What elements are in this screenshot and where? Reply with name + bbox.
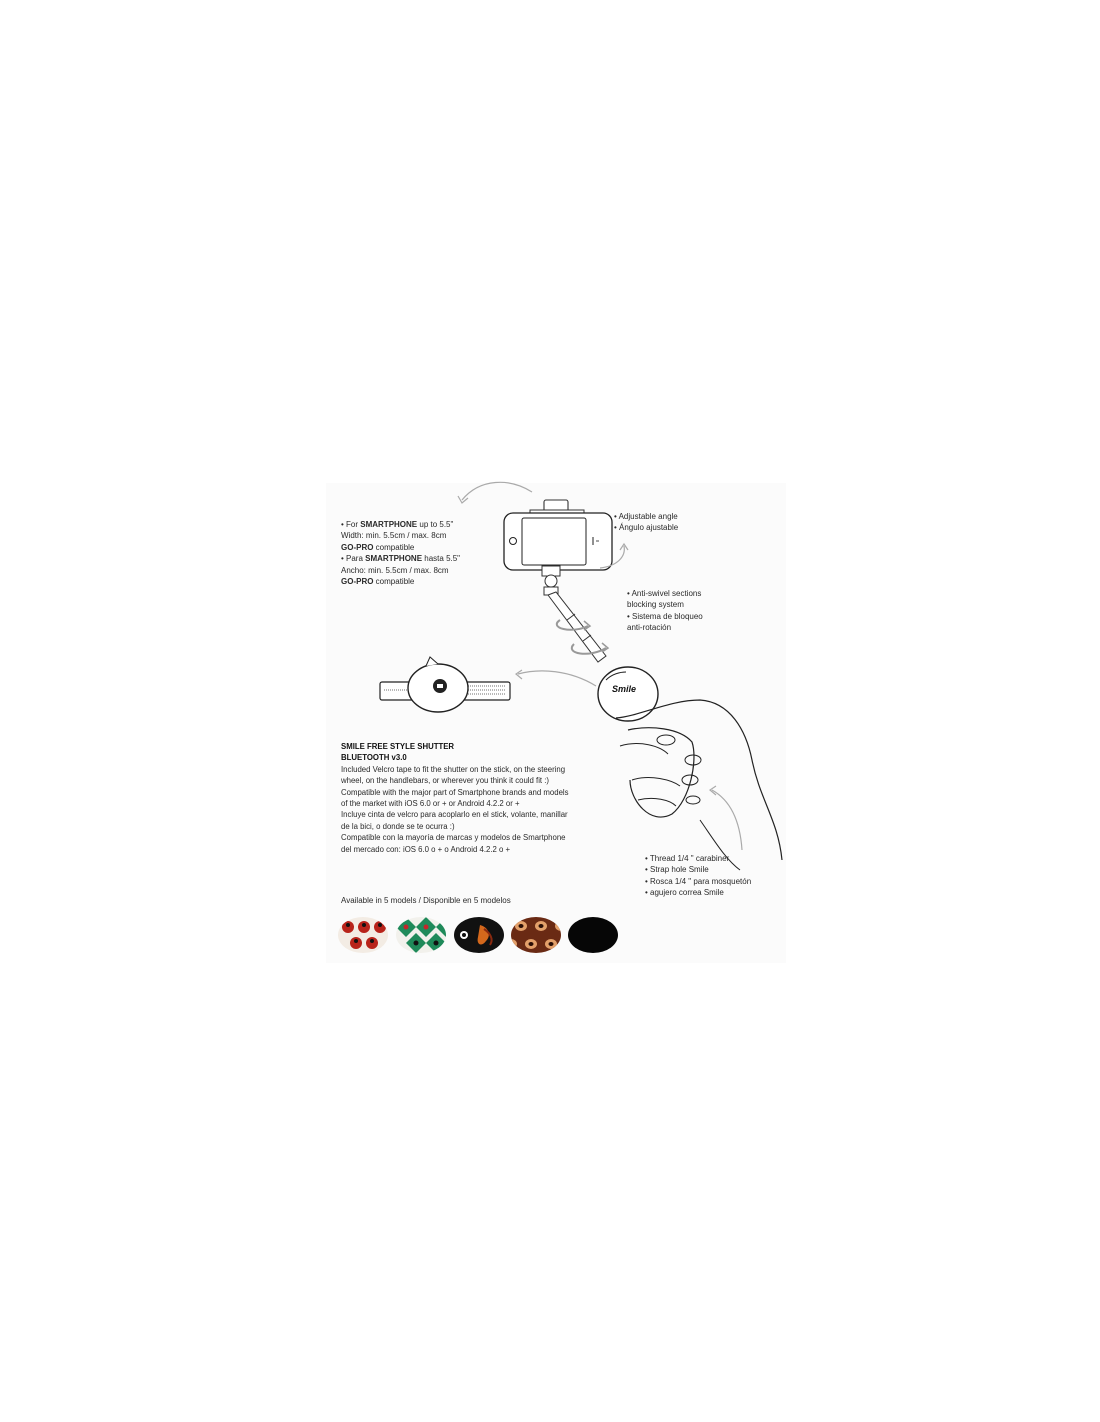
gopro-suffix-en: compatible — [373, 542, 415, 552]
angle-en: • Adjustable angle — [614, 512, 678, 521]
hand-outline — [616, 700, 782, 860]
angle-es: • Ángulo ajustable — [614, 523, 679, 533]
shutter-body-line: Included Velcro tape to fit the shutter on the stick, on the steering — [341, 764, 566, 774]
shutter-title: SMILE FREE STYLE SHUTTER — [341, 742, 455, 751]
spec-prefix-en: • For — [341, 520, 361, 529]
anti-swivel-en-1: • Anti-swivel sections — [627, 589, 702, 598]
shutter-body-line: del mercado con: iOS 6.0 o + o Android 4.2.2 o + — [341, 844, 511, 854]
thread-es-1: • Rosca 1/4 " para mosquetón — [645, 876, 752, 886]
anti-swivel-es-2: anti-rotación — [627, 623, 672, 633]
red-faces-pattern — [338, 917, 388, 953]
phone-spec-text — [341, 519, 460, 587]
thread-es-2: • agujero correa Smile — [645, 888, 724, 898]
spec-width-es: Ancho: min. 5.5cm / max. 8cm — [341, 565, 449, 575]
spec-width-en: Width: min. 5.5cm / max. 8cm — [341, 531, 447, 541]
spec-bold-en: SMARTPHONE — [360, 520, 418, 529]
phone-screen — [522, 518, 586, 565]
anti-swivel-es-1: • Sistema de bloqueo — [627, 611, 703, 621]
shutter-body-line: de la bici, o donde se te ocurra :) — [341, 821, 455, 831]
spec-suffix-es: hasta 5.5" — [422, 554, 461, 564]
available-label: Available in 5 models / Disponible en 5 modelos — [341, 896, 511, 905]
spec-prefix-es: • Para — [341, 554, 366, 564]
angle-text — [614, 511, 678, 534]
model-swatch-red-faces[interactable] — [338, 917, 388, 953]
anti-swivel-text — [627, 588, 703, 634]
thread-en-2: • Strap hole Smile — [645, 865, 709, 875]
shutter-body-line: Incluye cinta de velcro para acoplarlo en el stick, volante, manillar — [341, 810, 568, 820]
shutter-body-line: Compatible with the major part of Smartphone brands and models — [341, 787, 569, 797]
shutter-body-line: wheel, on the handlebars, or wherever you think it could fit :) — [341, 776, 550, 786]
black-orange-pattern — [454, 917, 504, 953]
model-swatch-black[interactable] — [568, 917, 618, 953]
gopro-es: GO-PRO — [341, 577, 374, 587]
rotate-arrow-top — [462, 482, 532, 500]
gopro-suffix-es: compatible — [373, 577, 415, 587]
gopro-en: GO-PRO — [341, 542, 374, 552]
spec-bold-es: SMARTPHONE — [365, 554, 423, 564]
anti-swivel-en-2: blocking system — [627, 600, 684, 610]
model-swatch-black-orange[interactable] — [454, 917, 504, 953]
thread-en-1: • Thread 1/4 " carabiner — [645, 854, 730, 863]
shutter-body-line: of the market with iOS 6.0 or + or Android 4.2.2 or + — [341, 799, 520, 809]
detach-arrow — [518, 671, 596, 686]
brown-retro-pattern — [511, 917, 561, 953]
shutter-logo: Smile — [612, 684, 637, 694]
model-swatch-green-geometric[interactable] — [396, 917, 446, 953]
shutter-body-line: Compatible con la mayoría de marcas y modelos de Smartphone — [341, 833, 566, 843]
green-geometric-pattern — [396, 917, 446, 953]
shutter-description — [341, 741, 569, 855]
thread-text — [645, 853, 751, 899]
spec-suffix-en: up to 5.5" — [417, 520, 454, 529]
model-swatch-brown-retro[interactable] — [511, 917, 561, 953]
carabiner-arrow — [712, 790, 742, 850]
shutter-subtitle: BLUETOOTH v3.0 — [341, 753, 407, 763]
